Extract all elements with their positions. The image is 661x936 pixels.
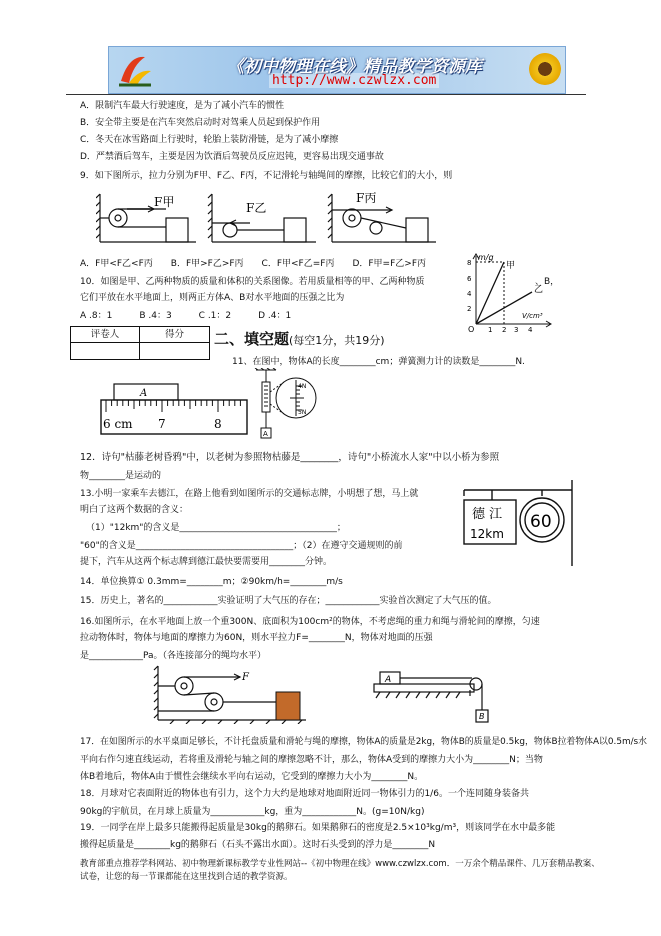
block-b-label: B	[479, 712, 485, 721]
option-c: C．冬天在冰雪路面上行驶时，轮胎上装防滑链，是为了减小摩擦	[80, 135, 339, 145]
question-12-line1: 12．诗句"枯藤老树昏鸦"中，以老树为参照物枯藤是________，诗句"小桥流水人家"中以小桥为参照	[80, 452, 500, 463]
sign-place: 德 江	[472, 507, 503, 522]
question-16-line2: 拉动物体时，物体与地面的摩擦力为60N，则水平拉力F=________N，物体对地面的压强	[80, 633, 433, 643]
pulley-figure-17	[372, 668, 502, 726]
force-bing-label: F丙	[356, 191, 377, 205]
question-19-line1: 19．一同学在岸上最多只能搬得起质量是30kg的鹅卵石。如果鹅卵石的密度是2.5×10³kg/m³，则该同学在水中最多能	[80, 823, 556, 833]
question-10-end: 、B，	[535, 277, 560, 287]
question-10-line1: 10．如图是甲、乙两种物质的质量和体积的关系图像。若用质量相等的甲、乙两种物质	[80, 277, 425, 287]
option-d: D．严禁酒后驾车，主要是因为饮酒后驾驶员反应迟钝，更容易出现交通事故	[80, 152, 384, 162]
section-title: 二、填空题	[214, 330, 290, 348]
score-label: 得分	[164, 329, 184, 340]
question-15: 15．历史上，著名的____________实验证明了大气压的存在；____________实验首次测定了大气压的值。	[80, 596, 497, 606]
question-11: 11、在图中，物体A的长度________cm；弹簧测力计的读数是________N.	[232, 357, 525, 367]
question-13-line4: "60"的含义是___________________________________；（2）在遵守交通规则的前	[80, 541, 403, 551]
force-jia-label: F甲	[154, 195, 175, 209]
series-jia-label: 甲	[506, 261, 516, 271]
section-note: (每空1分，共19分)	[289, 334, 385, 347]
question-13-line2: 明白了这两个数据的含义：	[80, 505, 189, 515]
graph-xlabel: V/cm³	[522, 312, 543, 320]
question-10-line2: 它们平放在水平地面上，则两正方体A、B对水平地面的压强之比为	[80, 293, 345, 303]
spring-mark-5n: 5N	[298, 409, 307, 416]
footer-notice: 教育部重点推荐学科网站、初中物理新课标教学专业性网站--《初中物理在线》www.czwlzx.com．一万余个精品课件、几万套精品教案、试卷，让您的每一节课都能在这里找到合适的教学资源。	[80, 859, 600, 882]
svg-text:8: 8	[467, 259, 472, 267]
sunflower-icon	[529, 53, 561, 85]
force-yi-label: F乙	[246, 201, 267, 215]
ruler-object-label: A	[140, 388, 148, 399]
svg-text:1: 1	[488, 326, 493, 334]
grader-label: 评卷人	[71, 327, 140, 342]
ruler-tick-8: 8	[214, 417, 222, 431]
svg-text:2: 2	[502, 326, 507, 334]
question-14: 14．单位换算① 0.3mm=________m；②90km/h=________m/s	[80, 577, 343, 587]
question-16-line1: 16.如图所示，在水平地面上放一个重300N、底面积为100cm²的物体，不考虑绳的重力和绳与滑轮间的摩擦，匀速	[80, 617, 540, 627]
svg-text:3: 3	[514, 326, 519, 334]
svg-text:O: O	[468, 325, 475, 334]
question-18-line2: 90kg的宇航员，在月球上质量为____________kg，重为____________N。(g=10N/kg)	[80, 807, 425, 817]
question-13-line5: 提下，汽车从这两个标志牌到德江最快要需要用________分钟。	[80, 557, 333, 567]
question-9-options: A．F甲<F乙<F丙 B．F甲>F乙>F丙 C．F甲<F乙=F丙 D．F甲=F乙>F丙	[80, 259, 426, 269]
sign-distance: 12km	[470, 527, 504, 541]
spring-scale-figure	[246, 368, 318, 444]
question-13-line1: 13.小明一家乘车去德江，在路上他看到如图所示的交通标志牌，小明想了想，马上就	[80, 489, 419, 499]
question-16-line3: 是____________Pa。（各连接部分的绳均水平）	[80, 651, 267, 661]
graph-ylabel: m/g	[478, 253, 494, 262]
spring-mark-4n: 4N	[298, 383, 307, 390]
svg-text:4: 4	[528, 326, 533, 334]
svg-text:2: 2	[467, 305, 472, 313]
banner-title: 《初中物理在线》精品教学资源库	[227, 57, 482, 77]
ruler-figure	[100, 380, 250, 436]
question-10-options: A .8：1 B .4：3 C .1：2 D .4：1	[80, 311, 292, 321]
section-heading	[214, 328, 385, 349]
question-12-line2: 物________是运动的	[80, 471, 162, 481]
question-19-line2: 搬得起质量是________kg的鹅卵石（石头不露出水面）。这时石头受到的浮力是________N	[80, 840, 436, 850]
question-18-line1: 18．月球对它表面附近的物体也有引力，这个力大约是地球对地面附近同一物体引力的1/6。一个连同随身装备共	[80, 789, 529, 799]
series-yi-label: 乙	[534, 285, 544, 295]
question-17-line1: 17．在如图所示的水平桌面足够长，不计托盘质量和滑轮与绳的摩擦，物体A的质量是2kg，物体B的质量是0.5kg，物体B拉着物体A以0.5m/s水	[80, 737, 648, 747]
traffic-sign-figure	[462, 478, 582, 568]
ruler-tick-7: 7	[158, 417, 166, 431]
question-9: 9．如下图所示，拉力分别为F甲、F乙、F丙，不记滑轮与轴绳间的摩擦，比较它们的大小，则	[80, 171, 453, 181]
pulley-figure-9	[96, 188, 446, 246]
site-logo-icon	[115, 51, 155, 89]
mass-volume-graph	[462, 250, 554, 334]
svg-text:4: 4	[467, 290, 472, 298]
pulley-figure-16	[150, 662, 310, 724]
spring-object-label: A	[263, 430, 268, 438]
grader-table	[70, 326, 210, 360]
force-f-label: F	[242, 672, 249, 683]
svg-text:6: 6	[467, 275, 472, 283]
option-a: A．限制汽车最大行驶速度，是为了减小汽车的惯性	[80, 101, 285, 111]
header-banner	[108, 46, 566, 94]
question-13-line3: （1）"12km"的含义是___________________________________；	[86, 523, 346, 533]
option-b: B．安全带主要是在汽车突然启动时对驾乘人员起到保护作用	[80, 118, 321, 128]
sign-speed-limit: 60	[530, 512, 552, 532]
question-17-line3: 体B着地后，物体A由于惯性会继续水平向右运动，它受到的摩擦力大小为________N。	[80, 772, 424, 782]
block-a-label: A	[385, 675, 392, 685]
header-rule	[66, 94, 586, 95]
banner-url[interactable]: http://www.czwlzx.com	[269, 73, 439, 88]
question-17-line2: 平向右作匀速直线运动，若将重及滑轮与轴之间的摩擦忽略不计，那么，物体A受到的摩擦力大小为________N；当物	[80, 755, 543, 765]
ruler-tick-6: 6 cm	[103, 417, 133, 431]
